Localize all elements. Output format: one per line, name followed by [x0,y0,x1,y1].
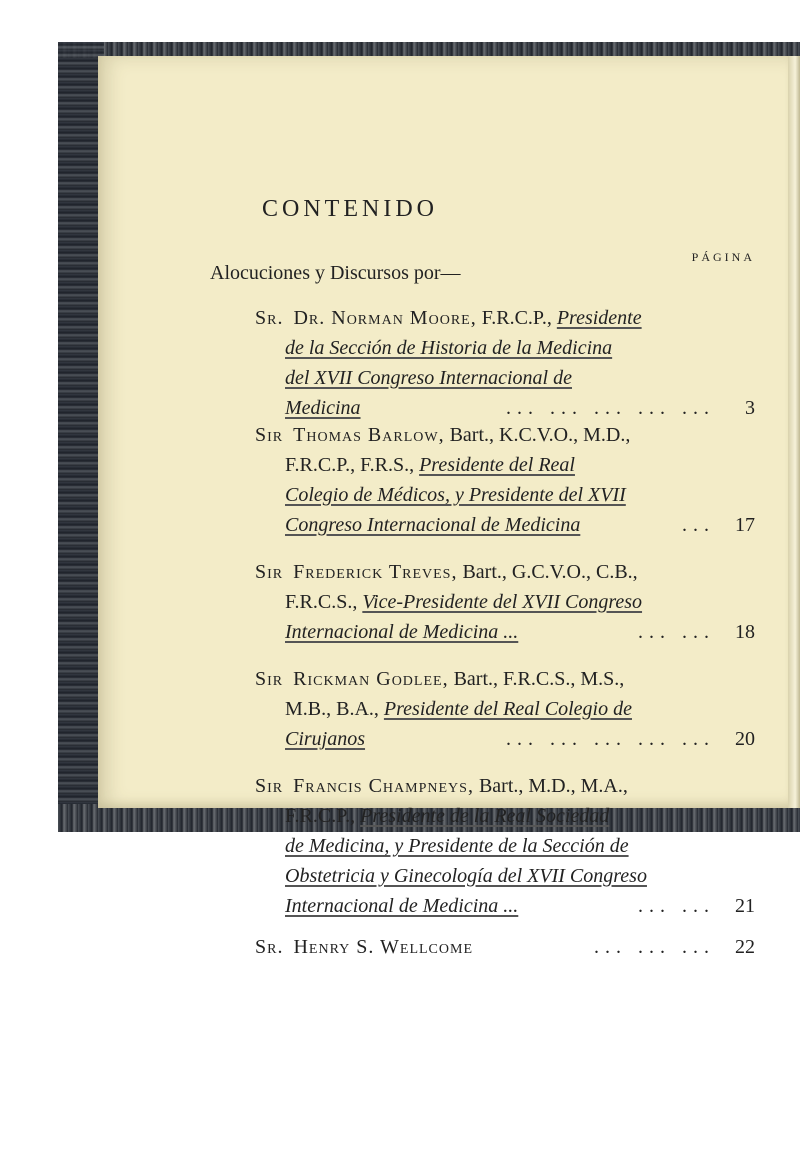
dot-leaders: ... ... ... [594,936,715,958]
toc-entry-wellcome [255,932,755,962]
person-name: Dr. Norman Moore, [293,307,477,329]
role-text: de Medicina, y Presidente de la Sección de [285,835,629,857]
toc-line [255,724,755,754]
toc-entry-barlow [255,420,755,540]
role-text: Vice-Presidente del XVII Congreso [362,591,643,613]
toc-line [255,694,755,724]
toc-line [255,480,755,510]
credentials: Bart., K.C.V.O., M.D., [449,424,631,446]
toc-entry-champneys [255,771,755,921]
person-name: Frederick Treves, [293,561,458,583]
page-fore-edge [788,56,800,808]
page-number: 17 [735,514,755,536]
role-text: Internacional de Medicina ... [285,621,519,643]
person-name: Francis Champneys, [293,775,474,797]
role-text: Presidente de la Real Sociedad [360,805,610,827]
role-text: Presidente [556,307,642,329]
role-text: Presidente del Real Colegio de [383,698,632,720]
toc-line [255,510,755,540]
page-number: 18 [735,621,755,643]
intro-text: Alocuciones y Discursos por— [210,262,461,284]
page-number: 21 [735,895,755,917]
credentials: Bart., F.R.C.S., M.S., [453,668,625,690]
page-column-label: PÁGINA [691,250,755,264]
honorific: Sr. [255,936,284,958]
page-number: 20 [735,728,755,750]
toc-line [255,333,755,363]
honorific: Sr. [255,307,284,329]
page-number: 3 [745,397,755,419]
dot-leaders: ... [682,514,715,536]
honorific: Sir [255,561,284,583]
credentials: F.R.C.P., [481,307,552,329]
role-text: Presidente del Real [419,454,575,476]
toc-line [255,363,755,393]
role-text: del XVII Congreso Internacional de [285,367,572,389]
page-number: 22 [735,936,755,958]
dot-leaders: ... ... ... ... ... [506,397,715,419]
toc-line [255,801,755,831]
credentials: Bart., G.C.V.O., C.B., [462,561,638,583]
toc-line [255,303,755,333]
toc-line [255,393,755,423]
person-name: Rickman Godlee, [293,668,449,690]
toc-line [255,557,755,587]
page-title: CONTENIDO [262,196,438,222]
toc-line [255,420,755,450]
credentials: F.R.C.S., [285,591,358,613]
toc-line [255,664,755,694]
role-text: Colegio de Médicos, y Presidente del XVII [285,484,626,506]
toc-entry-treves [255,557,755,647]
role-text: Obstetricia y Ginecología del XVII Congreso [285,865,647,887]
role-text: Medicina [285,397,361,419]
dot-leaders: ... ... [638,621,715,643]
person-name: Thomas Barlow, [293,424,445,446]
toc-line [255,617,755,647]
person-name: Henry S. Wellcome [293,936,473,958]
honorific: Sir [255,668,284,690]
toc-entry-godlee [255,664,755,754]
honorific: Sir [255,424,284,446]
toc-line [255,831,755,861]
role-text: Congreso Internacional de Medicina [285,514,581,536]
toc-line [255,771,755,801]
credentials: F.R.C.P., F.R.S., [285,454,415,476]
credentials: M.B., B.A., [285,698,379,720]
dot-leaders: ... ... ... ... ... [506,728,715,750]
credentials: Bart., M.D., M.A., [478,775,628,797]
toc-line [255,587,755,617]
toc-line [255,450,755,480]
credentials: F.R.C.P., [285,805,356,827]
role-text: Cirujanos [285,728,366,750]
toc-line [255,861,755,891]
role-text: de la Sección de Historia de la Medicina [285,337,613,359]
toc-line [255,932,755,962]
role-text: Internacional de Medicina ... [285,895,519,917]
honorific: Sir [255,775,284,797]
toc-entry-moore [255,303,755,423]
toc-line [255,891,755,921]
dot-leaders: ... ... [638,895,715,917]
